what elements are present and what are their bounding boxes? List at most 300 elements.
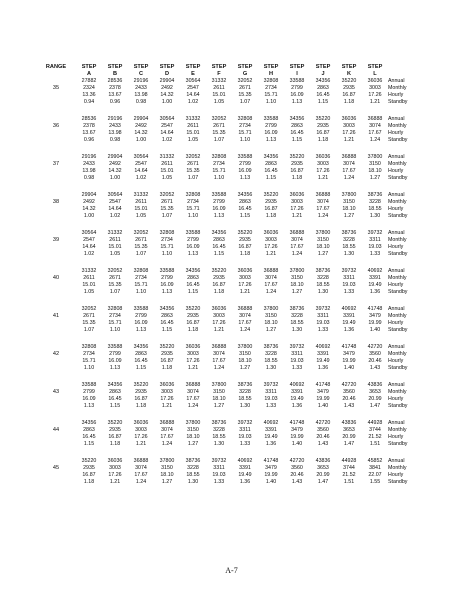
rate-value: 1.15 [317, 99, 329, 105]
rate-value: 30564 [107, 192, 123, 198]
rate-value: 40692 [263, 420, 279, 426]
rate-row [36, 268, 428, 275]
rate-row [36, 389, 428, 396]
rate-value: 30564 [81, 230, 97, 236]
rate-value: 43836 [367, 382, 383, 388]
rate-value: 15.01 [108, 244, 122, 250]
rate-value: 17.26 [342, 130, 356, 136]
step-letter: J [321, 71, 325, 77]
rate-type-label: Hourly [388, 472, 404, 478]
range-number: 45 [52, 465, 60, 471]
rate-value: 19.03 [264, 396, 278, 402]
rate-value: 16.45 [290, 130, 304, 136]
rate-value: 18.55 [290, 320, 304, 326]
rate-value: 3841 [369, 465, 381, 471]
rate-value: 1.00 [135, 137, 147, 143]
rate-value: 32808 [107, 306, 123, 312]
rate-value: 16.09 [290, 92, 304, 98]
salary-schedule-table [36, 64, 428, 486]
rate-value: 15.71 [108, 320, 122, 326]
rate-value: 15.01 [186, 130, 200, 136]
rate-value: 17.67 [368, 130, 382, 136]
rate-value: 3074 [317, 199, 329, 205]
rate-value: 3074 [343, 161, 355, 167]
rate-value: 1.18 [265, 213, 277, 219]
rate-value: 31332 [159, 154, 175, 160]
rate-value: 2799 [83, 389, 95, 395]
range-cell [36, 175, 76, 182]
rate-value: 3150 [239, 351, 251, 357]
rate-type-label: Monthly [388, 161, 407, 167]
rate-type-label: Annual [388, 382, 405, 388]
rate-value: 18.10 [238, 358, 252, 364]
rate-row [36, 206, 428, 213]
rate-value: 1.40 [343, 365, 355, 371]
rate-value: 36036 [263, 230, 279, 236]
rate-value: 1.24 [239, 327, 251, 333]
rate-value: 13.67 [108, 92, 122, 98]
range-cell [36, 78, 76, 85]
rate-value: 20.99 [316, 472, 330, 478]
rate-value: 18.55 [316, 282, 330, 288]
rate-value: 3653 [317, 465, 329, 471]
rate-row [36, 282, 428, 289]
rate-value: 15.35 [134, 244, 148, 250]
rate-value: 1.02 [161, 137, 173, 143]
rate-value: 2863 [83, 427, 95, 433]
rate-value: 2863 [317, 85, 329, 91]
rate-value: 1.13 [213, 213, 225, 219]
range-cell [36, 320, 76, 327]
range-cell [36, 251, 76, 258]
rate-value: 1.30 [343, 251, 355, 257]
rate-value: 14.64 [160, 130, 174, 136]
rate-value: 1.18 [213, 289, 225, 295]
rate-value: 1.21 [213, 327, 225, 333]
rate-value: 36036 [237, 268, 253, 274]
rate-type-label: Hourly [388, 358, 404, 364]
rate-value: 17.67 [264, 282, 278, 288]
rate-value: 19.99 [290, 434, 304, 440]
rate-value: 1.10 [239, 137, 251, 143]
rate-value: 17.67 [316, 206, 330, 212]
rate-value: 32808 [159, 230, 175, 236]
rate-type-label: Monthly [388, 275, 407, 281]
rate-value: 2863 [265, 161, 277, 167]
rate-value: 2935 [291, 161, 303, 167]
rate-row [36, 427, 428, 434]
rate-type-label: Hourly [388, 130, 404, 136]
rate-value: 36036 [341, 116, 357, 122]
rate-value: 39732 [237, 420, 253, 426]
rate-value: 1.07 [135, 251, 147, 257]
range-cell [36, 458, 76, 465]
rate-value: 1.30 [369, 213, 381, 219]
rate-value: 2611 [109, 237, 121, 243]
rate-row [36, 154, 428, 161]
rate-value: 16.09 [186, 244, 200, 250]
rate-value: 15.01 [160, 168, 174, 174]
rate-value: 1.18 [109, 441, 121, 447]
rate-type-label: Hourly [388, 396, 404, 402]
rate-row [36, 396, 428, 403]
rate-value: 36036 [185, 344, 201, 350]
rate-row [36, 230, 428, 237]
rate-value: 1.30 [291, 327, 303, 333]
rate-type-label: Standby [388, 251, 408, 257]
rate-value: 1.07 [239, 99, 251, 105]
rate-value: 28536 [107, 78, 123, 84]
rate-type-label: Standby [388, 441, 408, 447]
rate-value: 16.87 [160, 358, 174, 364]
rate-value: 32808 [237, 116, 253, 122]
rate-value: 18.10 [264, 320, 278, 326]
range-cell [36, 192, 76, 199]
rate-value: 39732 [289, 344, 305, 350]
rate-value: 42720 [289, 458, 305, 464]
rate-value: 1.05 [187, 137, 199, 143]
range-cell [36, 365, 76, 372]
rate-value: 34356 [159, 306, 175, 312]
range-cell [36, 441, 76, 448]
rate-value: 17.67 [212, 358, 226, 364]
rate-value: 1.13 [239, 175, 251, 181]
rate-value: 29904 [133, 116, 149, 122]
rate-value: 37800 [159, 458, 175, 464]
rate-value: 1.24 [187, 403, 199, 409]
rate-value: 1.13 [291, 99, 303, 105]
rate-row [36, 365, 428, 372]
step-header: STEP [159, 64, 175, 70]
rate-value: 1.10 [213, 175, 225, 181]
rate-value: 20.46 [342, 396, 356, 402]
rate-value: 37800 [315, 230, 331, 236]
step-letter: L [373, 71, 377, 77]
rate-value: 16.87 [108, 434, 122, 440]
rate-value: 28536 [81, 116, 97, 122]
rate-type-label: Monthly [388, 237, 407, 243]
rate-type-label: Standby [388, 327, 408, 333]
rate-value: 3653 [343, 427, 355, 433]
rate-value: 2671 [161, 199, 173, 205]
rate-value: 3074 [291, 237, 303, 243]
rate-value: 1.24 [317, 213, 329, 219]
rate-value: 3744 [369, 427, 381, 433]
rate-value: 3228 [291, 313, 303, 319]
rate-value: 32808 [133, 268, 149, 274]
rate-value: 36888 [237, 306, 253, 312]
rate-value: 14.32 [160, 92, 174, 98]
range-cell [36, 116, 76, 123]
rate-value: 31332 [107, 230, 123, 236]
rate-value: 1.15 [213, 251, 225, 257]
rate-value: 2611 [161, 161, 173, 167]
rate-value: 36888 [289, 230, 305, 236]
step-header: STEP [107, 64, 123, 70]
rate-value: 3003 [291, 199, 303, 205]
rate-value: 36888 [315, 192, 331, 198]
rate-value: 32052 [211, 116, 227, 122]
step-letter-row [36, 71, 428, 78]
rate-value: 20.46 [316, 434, 330, 440]
rate-value: 42720 [341, 382, 357, 388]
rate-value: 16.09 [134, 320, 148, 326]
rate-value: 36888 [341, 154, 357, 160]
range-cell [36, 344, 76, 351]
rate-value: 1.27 [187, 441, 199, 447]
step-letter: K [346, 71, 352, 77]
rate-value: 3479 [265, 465, 277, 471]
rate-value: 36036 [367, 78, 383, 84]
rate-value: 34356 [81, 420, 97, 426]
rate-value: 1.27 [317, 251, 329, 257]
rate-value: 2611 [213, 85, 225, 91]
step-header: STEP [81, 64, 97, 70]
rate-value: 1.07 [83, 327, 95, 333]
rate-value: 19.99 [342, 358, 356, 364]
range-number: 42 [52, 351, 60, 357]
rate-value: 17.26 [264, 244, 278, 250]
rate-value: 3074 [239, 313, 251, 319]
rate-value: 2492 [135, 123, 147, 129]
rate-value: 40692 [237, 458, 253, 464]
range-cell [36, 99, 76, 106]
rate-value: 2935 [239, 237, 251, 243]
rate-value: 1.24 [213, 365, 225, 371]
rate-value: 16.45 [186, 282, 200, 288]
rate-value: 1.33 [265, 403, 277, 409]
rate-value: 16.09 [212, 206, 226, 212]
rate-value: 1.07 [109, 289, 121, 295]
rate-value: 38736 [263, 344, 279, 350]
rate-value: 16.87 [186, 320, 200, 326]
step-header: STEP [263, 64, 279, 70]
rate-value: 36036 [159, 382, 175, 388]
rate-row [36, 358, 428, 365]
rate-value: 1.33 [343, 289, 355, 295]
rate-type-label: Hourly [388, 92, 404, 98]
range-header: RANGE [45, 64, 67, 70]
rate-type-label: Standby [388, 403, 408, 409]
rate-value: 17.26 [290, 206, 304, 212]
rate-value: 2492 [161, 85, 173, 91]
range-cell [36, 403, 76, 410]
rate-value: 1.24 [161, 441, 173, 447]
rate-value: 2863 [213, 237, 225, 243]
rate-type-label: Monthly [388, 465, 407, 471]
rate-value: 36888 [133, 458, 149, 464]
rate-value: 19.49 [290, 396, 304, 402]
rate-type-label: Hourly [388, 434, 404, 440]
rate-value: 33588 [185, 230, 201, 236]
rate-value: 16.45 [160, 320, 174, 326]
rate-value: 18.55 [368, 206, 382, 212]
rate-value: 15.01 [212, 92, 226, 98]
rate-value: 32052 [237, 78, 253, 84]
range-cell [36, 306, 76, 313]
rate-value: 1.15 [161, 327, 173, 333]
rate-value: 1.10 [109, 327, 121, 333]
step-header: STEP [289, 64, 305, 70]
rate-value: 16.45 [134, 358, 148, 364]
rate-row [36, 403, 428, 410]
rate-value: 45852 [367, 458, 383, 464]
rate-value: 1.02 [135, 175, 147, 181]
rate-value: 3228 [239, 389, 251, 395]
rate-value: 36036 [211, 306, 227, 312]
rate-value: 34356 [237, 192, 253, 198]
rate-value: 35220 [237, 230, 253, 236]
range-number: 37 [52, 161, 60, 167]
rate-value: 3228 [369, 199, 381, 205]
rate-value: 19.49 [264, 434, 278, 440]
rate-value: 3479 [369, 313, 381, 319]
rate-value: 3150 [291, 275, 303, 281]
rate-value: 16.09 [238, 168, 252, 174]
rate-value: 3150 [369, 161, 381, 167]
rate-value: 3003 [317, 161, 329, 167]
rate-value: 1.00 [83, 213, 95, 219]
rate-value: 1.36 [265, 441, 277, 447]
rate-value: 40692 [289, 382, 305, 388]
rate-value: 2935 [135, 389, 147, 395]
rate-type-label: Annual [388, 268, 405, 274]
rate-value: 37800 [263, 306, 279, 312]
rate-value: 3311 [291, 351, 303, 357]
rate-value: 35220 [289, 154, 305, 160]
rate-value: 39732 [211, 458, 227, 464]
rate-value: 14.32 [108, 168, 122, 174]
rate-value: 42720 [315, 420, 331, 426]
rate-value: 3391 [239, 465, 251, 471]
rate-value: 2734 [83, 351, 95, 357]
rate-value: 3003 [187, 351, 199, 357]
rate-value: 36036 [133, 420, 149, 426]
rate-value: 17.67 [290, 244, 304, 250]
rate-value: 2863 [161, 313, 173, 319]
rate-value: 3391 [343, 313, 355, 319]
rate-value: 1.21 [291, 213, 303, 219]
rate-row [36, 251, 428, 258]
rate-value: 33588 [133, 306, 149, 312]
rate-value: 2799 [265, 123, 277, 129]
range-number: 36 [52, 123, 60, 129]
rate-value: 3560 [291, 465, 303, 471]
range-cell [36, 289, 76, 296]
rate-value: 2433 [109, 123, 121, 129]
rate-value: 1.07 [187, 175, 199, 181]
rate-value: 17.67 [186, 396, 200, 402]
rate-value: 15.01 [134, 206, 148, 212]
rate-value: 30564 [185, 78, 201, 84]
rate-row [36, 351, 428, 358]
rate-value: 16.87 [290, 168, 304, 174]
rate-value: 35220 [263, 192, 279, 198]
rate-value: 1.55 [369, 479, 381, 485]
rate-value: 18.10 [342, 206, 356, 212]
rate-value: 15.71 [82, 358, 96, 364]
rate-row [36, 116, 428, 123]
rate-value: 3003 [135, 427, 147, 433]
rate-value: 1.18 [83, 479, 95, 485]
rate-value: 2734 [239, 123, 251, 129]
rate-value: 19.03 [290, 358, 304, 364]
group-spacer [36, 220, 428, 230]
rate-row [36, 237, 428, 244]
rate-value: 14.64 [82, 244, 96, 250]
range-cell [36, 213, 76, 220]
rate-value: 38736 [367, 192, 383, 198]
range-cell [36, 154, 76, 161]
rate-value: 16.45 [108, 396, 122, 402]
rate-value: 20.46 [290, 472, 304, 478]
rate-value: 14.64 [134, 168, 148, 174]
rate-value: 2671 [83, 313, 95, 319]
rate-value: 32052 [133, 230, 149, 236]
rate-value: 1.21 [187, 365, 199, 371]
rate-value: 17.26 [134, 434, 148, 440]
rate-row [36, 306, 428, 313]
rate-value: 1.36 [239, 479, 251, 485]
rate-value: 3479 [291, 427, 303, 433]
rate-type-label: Hourly [388, 320, 404, 326]
rate-value: 17.67 [342, 168, 356, 174]
rate-value: 1.43 [291, 479, 303, 485]
step-letter: A [86, 71, 92, 77]
rate-value: 3560 [343, 389, 355, 395]
rate-value: 2734 [109, 313, 121, 319]
rate-value: 0.98 [109, 137, 121, 143]
rate-value: 3228 [317, 275, 329, 281]
rate-value: 2378 [109, 85, 121, 91]
rate-value: 19.49 [238, 472, 252, 478]
rate-value: 36036 [315, 154, 331, 160]
step-letter: E [191, 71, 195, 77]
rate-value: 18.10 [368, 168, 382, 174]
rate-row [36, 441, 428, 448]
rate-value: 34356 [263, 154, 279, 160]
rate-value: 3311 [213, 465, 225, 471]
rate-value: 2799 [135, 313, 147, 319]
rate-row [36, 78, 428, 85]
rate-value: 1.47 [343, 441, 355, 447]
rate-value: 1.18 [161, 365, 173, 371]
rate-value: 34356 [289, 116, 305, 122]
rate-value: 38736 [237, 382, 253, 388]
rate-value: 36888 [367, 116, 383, 122]
step-letter: F [217, 71, 221, 77]
rate-value: 18.10 [160, 472, 174, 478]
rate-value: 1.27 [161, 479, 173, 485]
rate-value: 2935 [109, 427, 121, 433]
rate-value: 1.02 [83, 251, 95, 257]
rate-row [36, 192, 428, 199]
rate-type-label: Monthly [388, 123, 407, 129]
rate-value: 13.98 [108, 130, 122, 136]
rate-type-label: Hourly [388, 206, 404, 212]
rate-value: 14.64 [108, 206, 122, 212]
range-number: 43 [52, 389, 60, 395]
rate-row [36, 344, 428, 351]
rate-row [36, 313, 428, 320]
rate-value: 19.03 [316, 320, 330, 326]
rate-value: 2935 [343, 85, 355, 91]
rate-value: 1.10 [161, 251, 173, 257]
rate-type-label: Hourly [388, 168, 404, 174]
rate-value: 17.26 [316, 168, 330, 174]
rate-value: 19.03 [368, 244, 382, 250]
rate-value: 33588 [211, 192, 227, 198]
